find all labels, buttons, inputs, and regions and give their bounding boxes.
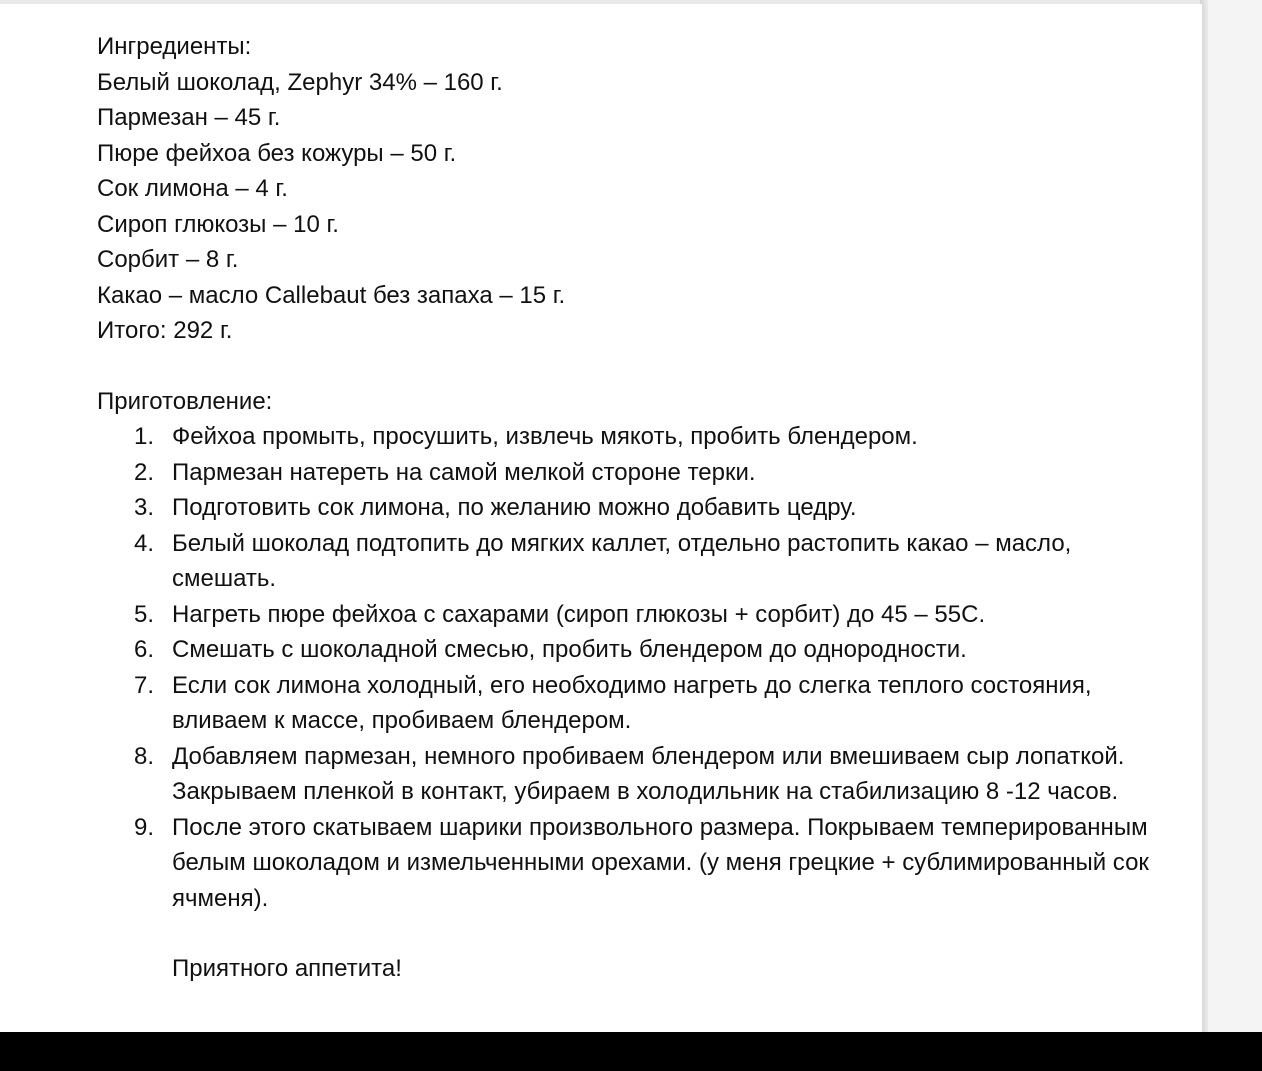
document-page — [0, 4, 1202, 1032]
closing-line: Приятного аппетита! — [172, 955, 402, 982]
preparation-steps — [97, 419, 1177, 916]
step-item — [97, 526, 1182, 597]
bottom-bar — [0, 1032, 1262, 1071]
step-item — [97, 632, 1182, 668]
step-text: После этого скатываем шарики произвольного размера. Покрываем темперированным белым шоколадом и измельченными орехами. (у меня грецкие + сублимированный сок ячменя). — [172, 813, 1149, 912]
section-gap — [97, 349, 1177, 384]
step-item — [97, 810, 1182, 917]
step-item — [97, 419, 1182, 455]
step-number: 2. — [134, 458, 155, 486]
step-number: 3. — [134, 494, 155, 521]
ingredient-item: Белый шоколад, Zephyr 34% – 160 г. — [97, 68, 503, 96]
step-item — [97, 597, 1182, 633]
step-text: Если сок лимона холодный, его необходимо нагреть до слегка теплого состояния, вливаем к массе, пробиваем блендером. — [172, 671, 1092, 734]
step-item — [97, 490, 1182, 526]
ingredient-item: Сироп глюкозы – 10 г. — [97, 210, 339, 238]
step-text: Нагреть пюре фейхоа с сахарами (сироп глюкозы + сорбит) до 45 – 55С. — [172, 600, 986, 628]
ingredient-item: Пармезан – 45 г. — [97, 104, 281, 131]
step-text: Добавляем пармезан, немного пробиваем блендером или вмешиваем сыр лопаткой. Закрываем пленкой в контакт, убираем в холодильник на стабилизацию 8 -12 часов. — [172, 742, 1125, 805]
step-text: Белый шоколад подтопить до мягких каллет, отдельно растопить какао – масло, смешать. — [172, 529, 1072, 592]
step-item — [97, 668, 1182, 739]
step-number: 4. — [134, 529, 155, 557]
ingredient-item: Какао – масло Callebaut без запаха – 15 г. — [97, 281, 566, 309]
step-item — [97, 455, 1182, 491]
preparation-heading: Приготовление: — [97, 387, 273, 415]
step-number: 9. — [134, 813, 155, 841]
step-number: 6. — [134, 636, 155, 663]
step-text: Пармезан натереть на самой мелкой стороне терки. — [172, 458, 756, 486]
ingredients-list — [97, 65, 1177, 314]
viewer-gutter[interactable] — [1208, 0, 1262, 1032]
step-text: Смешать с шоколадной смесью, пробить блендером до однородности. — [172, 636, 967, 663]
ingredients-total: Итого: 292 г. — [97, 317, 233, 344]
ingredient-item: Пюре фейхоа без кожуры – 50 г. — [97, 139, 457, 167]
step-item — [97, 739, 1182, 810]
step-number: 7. — [134, 671, 155, 699]
step-text: Фейхоа промыть, просушить, извлечь мякоть, пробить блендером. — [172, 423, 918, 450]
recipe-body — [97, 29, 1177, 987]
step-number: 8. — [134, 742, 155, 770]
ingredients-heading: Ингредиенты: — [97, 33, 252, 60]
step-text: Подготовить сок лимона, по желанию можно добавить цедру. — [172, 494, 857, 521]
ingredient-item: Сок лимона – 4 г. — [97, 175, 288, 202]
ingredient-item: Сорбит – 8 г. — [97, 246, 239, 273]
step-number: 5. — [134, 600, 155, 628]
step-number: 1. — [134, 423, 155, 450]
